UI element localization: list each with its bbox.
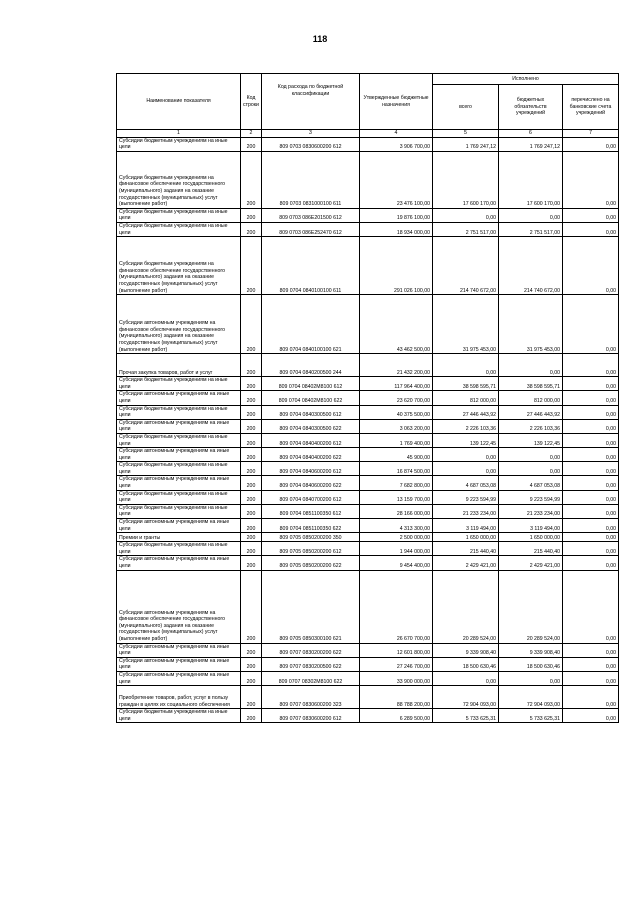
row-transferred-cell: 0,00 xyxy=(563,433,619,447)
row-total-cell: 18 500 630,46 xyxy=(433,657,499,671)
row-obligations-cell: 0,00 xyxy=(499,462,563,476)
table-row xyxy=(117,504,619,518)
row-approved-cell: 45 900,00 xyxy=(360,448,433,462)
row-class-cell: 809 0704 0840100100 611 xyxy=(262,237,360,295)
row-obligations-cell: 2 429 421,00 xyxy=(499,556,563,570)
row-obligations-cell: 2 226 103,36 xyxy=(499,419,563,433)
table-row xyxy=(117,448,619,462)
row-transferred-cell: 0,00 xyxy=(563,556,619,570)
row-class-cell: 809 0704 0840700200 612 xyxy=(262,490,360,504)
row-transferred-cell: 0,00 xyxy=(563,377,619,391)
row-code-cell: 200 xyxy=(241,354,262,377)
row-code-cell: 200 xyxy=(241,405,262,419)
column-number: 1 xyxy=(117,130,241,138)
row-total-cell: 0,00 xyxy=(433,671,499,685)
row-code-cell: 200 xyxy=(241,137,262,151)
row-obligations-cell: 0,00 xyxy=(499,671,563,685)
row-approved-cell: 1 944 000,00 xyxy=(360,542,433,556)
row-name-cell: Субсидии автономным учреждениям на иные цели xyxy=(117,643,241,657)
row-approved-cell: 117 964 400,00 xyxy=(360,377,433,391)
row-obligations-cell: 72 904 093,00 xyxy=(499,686,563,709)
row-obligations-cell: 3 119 494,00 xyxy=(499,519,563,533)
row-name-cell: Субсидии бюджетным учреждениям на финансовое обеспечение государственного (муниципального) задания на оказание государственных (муниципальных) услуг (выполнение работ) xyxy=(117,151,241,208)
row-name-cell: Субсидии бюджетным учреждениям на иные цели xyxy=(117,208,241,222)
row-class-cell: 809 0707 0830200200 622 xyxy=(262,643,360,657)
row-code-cell: 200 xyxy=(241,504,262,518)
column-number: 5 xyxy=(433,130,499,138)
row-obligations-cell: 1 769 247,12 xyxy=(499,137,563,151)
row-transferred-cell: 0,00 xyxy=(563,476,619,490)
row-obligations-cell: 27 446 443,92 xyxy=(499,405,563,419)
row-approved-cell: 291 026 100,00 xyxy=(360,237,433,295)
row-obligations-cell: 214 740 672,00 xyxy=(499,237,563,295)
row-approved-cell: 18 934 000,00 xyxy=(360,222,433,236)
row-class-cell: 809 0705 0850300100 621 xyxy=(262,570,360,643)
table-row xyxy=(117,657,619,671)
row-code-cell: 200 xyxy=(241,570,262,643)
row-approved-cell: 40 375 500,00 xyxy=(360,405,433,419)
row-total-cell: 72 904 093,00 xyxy=(433,686,499,709)
row-name-cell: Субсидии бюджетным учреждениям на иные цели xyxy=(117,542,241,556)
row-total-cell: 4 687 053,08 xyxy=(433,476,499,490)
row-name-cell: Субсидии бюджетным учреждениям на финансовое обеспечение государственного (муниципального) задания на оказание государственных (муниципальных) услуг (выполнение работ) xyxy=(117,237,241,295)
row-code-cell: 200 xyxy=(241,686,262,709)
table-row xyxy=(117,419,619,433)
row-name-cell: Субсидии автономным учреждениям на финансовое обеспечение государственного (муниципального) задания на оказание государственных (муниципальных) услуг (выполнение работ) xyxy=(117,295,241,354)
row-total-cell: 139 122,45 xyxy=(433,433,499,447)
row-transferred-cell: 0,00 xyxy=(563,686,619,709)
row-transferred-cell: 0,00 xyxy=(563,657,619,671)
row-transferred-cell: 0,00 xyxy=(563,237,619,295)
row-approved-cell: 23 620 700,00 xyxy=(360,391,433,405)
row-approved-cell: 16 874 500,00 xyxy=(360,462,433,476)
row-obligations-cell: 20 289 524,00 xyxy=(499,570,563,643)
table-row xyxy=(117,556,619,570)
column-number: 3 xyxy=(262,130,360,138)
row-transferred-cell: 0,00 xyxy=(563,295,619,354)
column-number: 6 xyxy=(499,130,563,138)
row-obligations-cell: 9 339 908,40 xyxy=(499,643,563,657)
row-total-cell: 0,00 xyxy=(433,462,499,476)
row-approved-cell: 28 166 000,00 xyxy=(360,504,433,518)
row-approved-cell: 27 246 700,00 xyxy=(360,657,433,671)
table-row xyxy=(117,391,619,405)
row-name-cell: Субсидии автономным учреждениям на иные цели xyxy=(117,519,241,533)
row-name-cell: Субсидии автономным учреждениям на иные цели xyxy=(117,391,241,405)
column-number: 7 xyxy=(563,130,619,138)
header-code: Код строки xyxy=(241,74,262,130)
row-transferred-cell: 0,00 xyxy=(563,462,619,476)
row-class-cell: 809 0704 0851100350 622 xyxy=(262,519,360,533)
row-class-cell: 809 0704 0840100100 621 xyxy=(262,295,360,354)
row-approved-cell: 23 476 100,00 xyxy=(360,151,433,208)
row-name-cell: Субсидии автономным учреждениям на иные цели xyxy=(117,657,241,671)
row-approved-cell: 13 159 700,00 xyxy=(360,490,433,504)
row-name-cell: Субсидии бюджетным учреждениям на иные цели xyxy=(117,433,241,447)
row-total-cell: 2 226 103,36 xyxy=(433,419,499,433)
row-transferred-cell: 0,00 xyxy=(563,709,619,723)
table-row xyxy=(117,570,619,643)
row-obligations-cell: 2 751 517,00 xyxy=(499,222,563,236)
row-obligations-cell: 21 233 234,00 xyxy=(499,504,563,518)
table-row xyxy=(117,671,619,685)
row-code-cell: 200 xyxy=(241,448,262,462)
row-total-cell: 1 769 247,12 xyxy=(433,137,499,151)
row-approved-cell: 7 682 800,00 xyxy=(360,476,433,490)
row-transferred-cell: 0,00 xyxy=(563,643,619,657)
row-approved-cell: 9 454 400,00 xyxy=(360,556,433,570)
row-transferred-cell: 0,00 xyxy=(563,354,619,377)
row-name-cell: Субсидии автономным учреждениям на финансовое обеспечение государственного (муниципального) задания на оказание государственных (муниципальных) услуг (выполнение работ) xyxy=(117,570,241,643)
row-name-cell: Субсидии автономным учреждениям на иные цели xyxy=(117,448,241,462)
row-approved-cell: 2 500 000,00 xyxy=(360,533,433,542)
row-code-cell: 200 xyxy=(241,391,262,405)
row-transferred-cell: 0,00 xyxy=(563,490,619,504)
row-name-cell: Субсидии автономным учреждениям на иные цели xyxy=(117,419,241,433)
row-class-cell: 809 0707 0830600200 323 xyxy=(262,686,360,709)
row-transferred-cell: 0,00 xyxy=(563,570,619,643)
header-executed: Исполнено xyxy=(433,74,619,85)
row-obligations-cell: 812 000,00 xyxy=(499,391,563,405)
row-total-cell: 21 233 234,00 xyxy=(433,504,499,518)
table-row xyxy=(117,433,619,447)
row-obligations-cell: 0,00 xyxy=(499,354,563,377)
row-obligations-cell: 4 687 053,08 xyxy=(499,476,563,490)
row-code-cell: 200 xyxy=(241,671,262,685)
row-transferred-cell: 0,00 xyxy=(563,391,619,405)
row-obligations-cell: 0,00 xyxy=(499,448,563,462)
row-code-cell: 200 xyxy=(241,476,262,490)
row-class-cell: 809 0707 08302М8100 622 xyxy=(262,671,360,685)
row-obligations-cell: 31 975 453,00 xyxy=(499,295,563,354)
row-total-cell: 0,00 xyxy=(433,448,499,462)
row-name-cell: Прочая закупка товаров, работ и услуг xyxy=(117,354,241,377)
row-name-cell: Премии и гранты xyxy=(117,533,241,542)
row-transferred-cell: 0,00 xyxy=(563,533,619,542)
row-name-cell: Субсидии бюджетным учреждениям на иные цели xyxy=(117,709,241,723)
row-total-cell: 9 339 908,40 xyxy=(433,643,499,657)
row-name-cell: Приобретение товаров, работ, услуг в пользу граждан в целях их социального обеспечения xyxy=(117,686,241,709)
table-row xyxy=(117,405,619,419)
row-total-cell: 9 223 594,99 xyxy=(433,490,499,504)
table-row xyxy=(117,476,619,490)
row-code-cell: 200 xyxy=(241,490,262,504)
row-total-cell: 38 598 595,71 xyxy=(433,377,499,391)
row-obligations-cell: 9 223 594,99 xyxy=(499,490,563,504)
header-total: всего xyxy=(433,85,499,130)
row-transferred-cell: 0,00 xyxy=(563,151,619,208)
row-name-cell: Субсидии бюджетным учреждениям на иные цели xyxy=(117,137,241,151)
header-transferred: перечислено на банковские счета учреждений xyxy=(563,85,619,130)
table-body xyxy=(117,137,619,723)
row-transferred-cell: 0,00 xyxy=(563,504,619,518)
row-approved-cell: 1 769 400,00 xyxy=(360,433,433,447)
row-name-cell: Субсидии бюджетным учреждениям на иные цели xyxy=(117,222,241,236)
row-total-cell: 31 975 453,00 xyxy=(433,295,499,354)
table-row xyxy=(117,643,619,657)
row-transferred-cell: 0,00 xyxy=(563,419,619,433)
table-row xyxy=(117,542,619,556)
row-transferred-cell: 0,00 xyxy=(563,671,619,685)
row-total-cell: 1 650 000,00 xyxy=(433,533,499,542)
row-approved-cell: 3 906 700,00 xyxy=(360,137,433,151)
row-code-cell: 200 xyxy=(241,643,262,657)
row-name-cell: Субсидии автономным учреждениям на иные цели xyxy=(117,671,241,685)
row-class-cell: 809 0704 0840200500 244 xyxy=(262,354,360,377)
column-number: 4 xyxy=(360,130,433,138)
row-approved-cell: 12 601 800,00 xyxy=(360,643,433,657)
row-class-cell: 809 0704 0840600200 622 xyxy=(262,476,360,490)
row-transferred-cell: 0,00 xyxy=(563,542,619,556)
row-total-cell: 214 740 672,00 xyxy=(433,237,499,295)
row-name-cell: Субсидии бюджетным учреждениям на иные цели xyxy=(117,490,241,504)
row-total-cell: 5 733 625,31 xyxy=(433,709,499,723)
row-name-cell: Субсидии бюджетным учреждениям на иные цели xyxy=(117,377,241,391)
table-row xyxy=(117,490,619,504)
row-class-cell: 809 0705 0850200200 622 xyxy=(262,556,360,570)
row-total-cell: 2 429 421,00 xyxy=(433,556,499,570)
row-approved-cell: 3 063 200,00 xyxy=(360,419,433,433)
table-row xyxy=(117,709,619,723)
row-code-cell: 200 xyxy=(241,377,262,391)
row-transferred-cell: 0,00 xyxy=(563,405,619,419)
row-obligations-cell: 17 600 170,00 xyxy=(499,151,563,208)
header-class: Код расхода по бюджетной классификации xyxy=(262,74,360,130)
row-approved-cell: 43 462 500,00 xyxy=(360,295,433,354)
row-class-cell: 809 0703 0831000100 611 xyxy=(262,151,360,208)
row-class-cell: 809 0703 086Е201500 612 xyxy=(262,208,360,222)
row-class-cell: 809 0704 0840400200 622 xyxy=(262,448,360,462)
row-code-cell: 200 xyxy=(241,519,262,533)
table-row xyxy=(117,151,619,208)
row-code-cell: 200 xyxy=(241,709,262,723)
row-total-cell: 27 446 443,92 xyxy=(433,405,499,419)
row-approved-cell: 33 900 000,00 xyxy=(360,671,433,685)
row-obligations-cell: 18 500 630,46 xyxy=(499,657,563,671)
table-row xyxy=(117,462,619,476)
row-class-cell: 809 0707 0830600200 612 xyxy=(262,709,360,723)
row-total-cell: 20 289 524,00 xyxy=(433,570,499,643)
header-approved: Утвержденные бюджетные назначения xyxy=(360,74,433,130)
row-total-cell: 0,00 xyxy=(433,208,499,222)
row-obligations-cell: 139 122,45 xyxy=(499,433,563,447)
row-class-cell: 809 0703 0830600200 612 xyxy=(262,137,360,151)
row-name-cell: Субсидии бюджетным учреждениям на иные цели xyxy=(117,462,241,476)
row-code-cell: 200 xyxy=(241,419,262,433)
row-class-cell: 809 0704 08402М8100 622 xyxy=(262,391,360,405)
row-approved-cell: 88 788 200,00 xyxy=(360,686,433,709)
row-obligations-cell: 38 598 595,71 xyxy=(499,377,563,391)
table-row xyxy=(117,222,619,236)
row-total-cell: 17 600 170,00 xyxy=(433,151,499,208)
row-class-cell: 809 0704 0840600200 612 xyxy=(262,462,360,476)
row-code-cell: 200 xyxy=(241,462,262,476)
row-code-cell: 200 xyxy=(241,237,262,295)
row-obligations-cell: 1 650 000,00 xyxy=(499,533,563,542)
budget-execution-table xyxy=(116,73,619,723)
row-approved-cell: 6 289 500,00 xyxy=(360,709,433,723)
row-class-cell: 809 0704 0840400200 612 xyxy=(262,433,360,447)
row-transferred-cell: 0,00 xyxy=(563,519,619,533)
row-approved-cell: 4 313 300,00 xyxy=(360,519,433,533)
row-total-cell: 812 000,00 xyxy=(433,391,499,405)
header-obligations: бюджетных обязательств учреждений xyxy=(499,85,563,130)
row-code-cell: 200 xyxy=(241,433,262,447)
row-total-cell: 3 119 494,00 xyxy=(433,519,499,533)
row-code-cell: 200 xyxy=(241,222,262,236)
row-name-cell: Субсидии бюджетным учреждениям на иные цели xyxy=(117,405,241,419)
row-code-cell: 200 xyxy=(241,295,262,354)
table-row xyxy=(117,533,619,542)
row-class-cell: 809 0704 0840300500 622 xyxy=(262,419,360,433)
row-transferred-cell: 0,00 xyxy=(563,208,619,222)
column-number: 2 xyxy=(241,130,262,138)
row-class-cell: 809 0705 0850200200 612 xyxy=(262,542,360,556)
row-total-cell: 2 751 517,00 xyxy=(433,222,499,236)
row-class-cell: 809 0704 08402М8100 612 xyxy=(262,377,360,391)
table-row xyxy=(117,237,619,295)
table-row xyxy=(117,354,619,377)
row-approved-cell: 21 432 200,00 xyxy=(360,354,433,377)
table-row xyxy=(117,519,619,533)
header-name: Наименование показателя xyxy=(117,74,241,130)
row-obligations-cell: 5 733 625,31 xyxy=(499,709,563,723)
row-total-cell: 0,00 xyxy=(433,354,499,377)
row-obligations-cell: 215 440,40 xyxy=(499,542,563,556)
row-code-cell: 200 xyxy=(241,151,262,208)
page-number: 118 xyxy=(312,34,328,44)
table-row xyxy=(117,377,619,391)
row-name-cell: Субсидии автономным учреждениям на иные цели xyxy=(117,556,241,570)
table-row xyxy=(117,208,619,222)
row-code-cell: 200 xyxy=(241,533,262,542)
table-row xyxy=(117,295,619,354)
row-class-cell: 809 0705 0850200200 350 xyxy=(262,533,360,542)
row-class-cell: 809 0707 0830200500 622 xyxy=(262,657,360,671)
table-row xyxy=(117,686,619,709)
row-transferred-cell: 0,00 xyxy=(563,222,619,236)
row-code-cell: 200 xyxy=(241,556,262,570)
row-transferred-cell: 0,00 xyxy=(563,448,619,462)
row-code-cell: 200 xyxy=(241,542,262,556)
row-code-cell: 200 xyxy=(241,657,262,671)
row-total-cell: 215 440,40 xyxy=(433,542,499,556)
row-transferred-cell: 0,00 xyxy=(563,137,619,151)
row-class-cell: 809 0703 086Е252470 612 xyxy=(262,222,360,236)
table-row xyxy=(117,137,619,151)
row-name-cell: Субсидии автономным учреждениям на иные цели xyxy=(117,476,241,490)
row-class-cell: 809 0704 0840300500 612 xyxy=(262,405,360,419)
row-name-cell: Субсидии бюджетным учреждениям на иные цели xyxy=(117,504,241,518)
row-approved-cell: 19 876 100,00 xyxy=(360,208,433,222)
row-code-cell: 200 xyxy=(241,208,262,222)
row-class-cell: 809 0704 0851100350 612 xyxy=(262,504,360,518)
row-obligations-cell: 0,00 xyxy=(499,208,563,222)
row-approved-cell: 26 670 700,00 xyxy=(360,570,433,643)
